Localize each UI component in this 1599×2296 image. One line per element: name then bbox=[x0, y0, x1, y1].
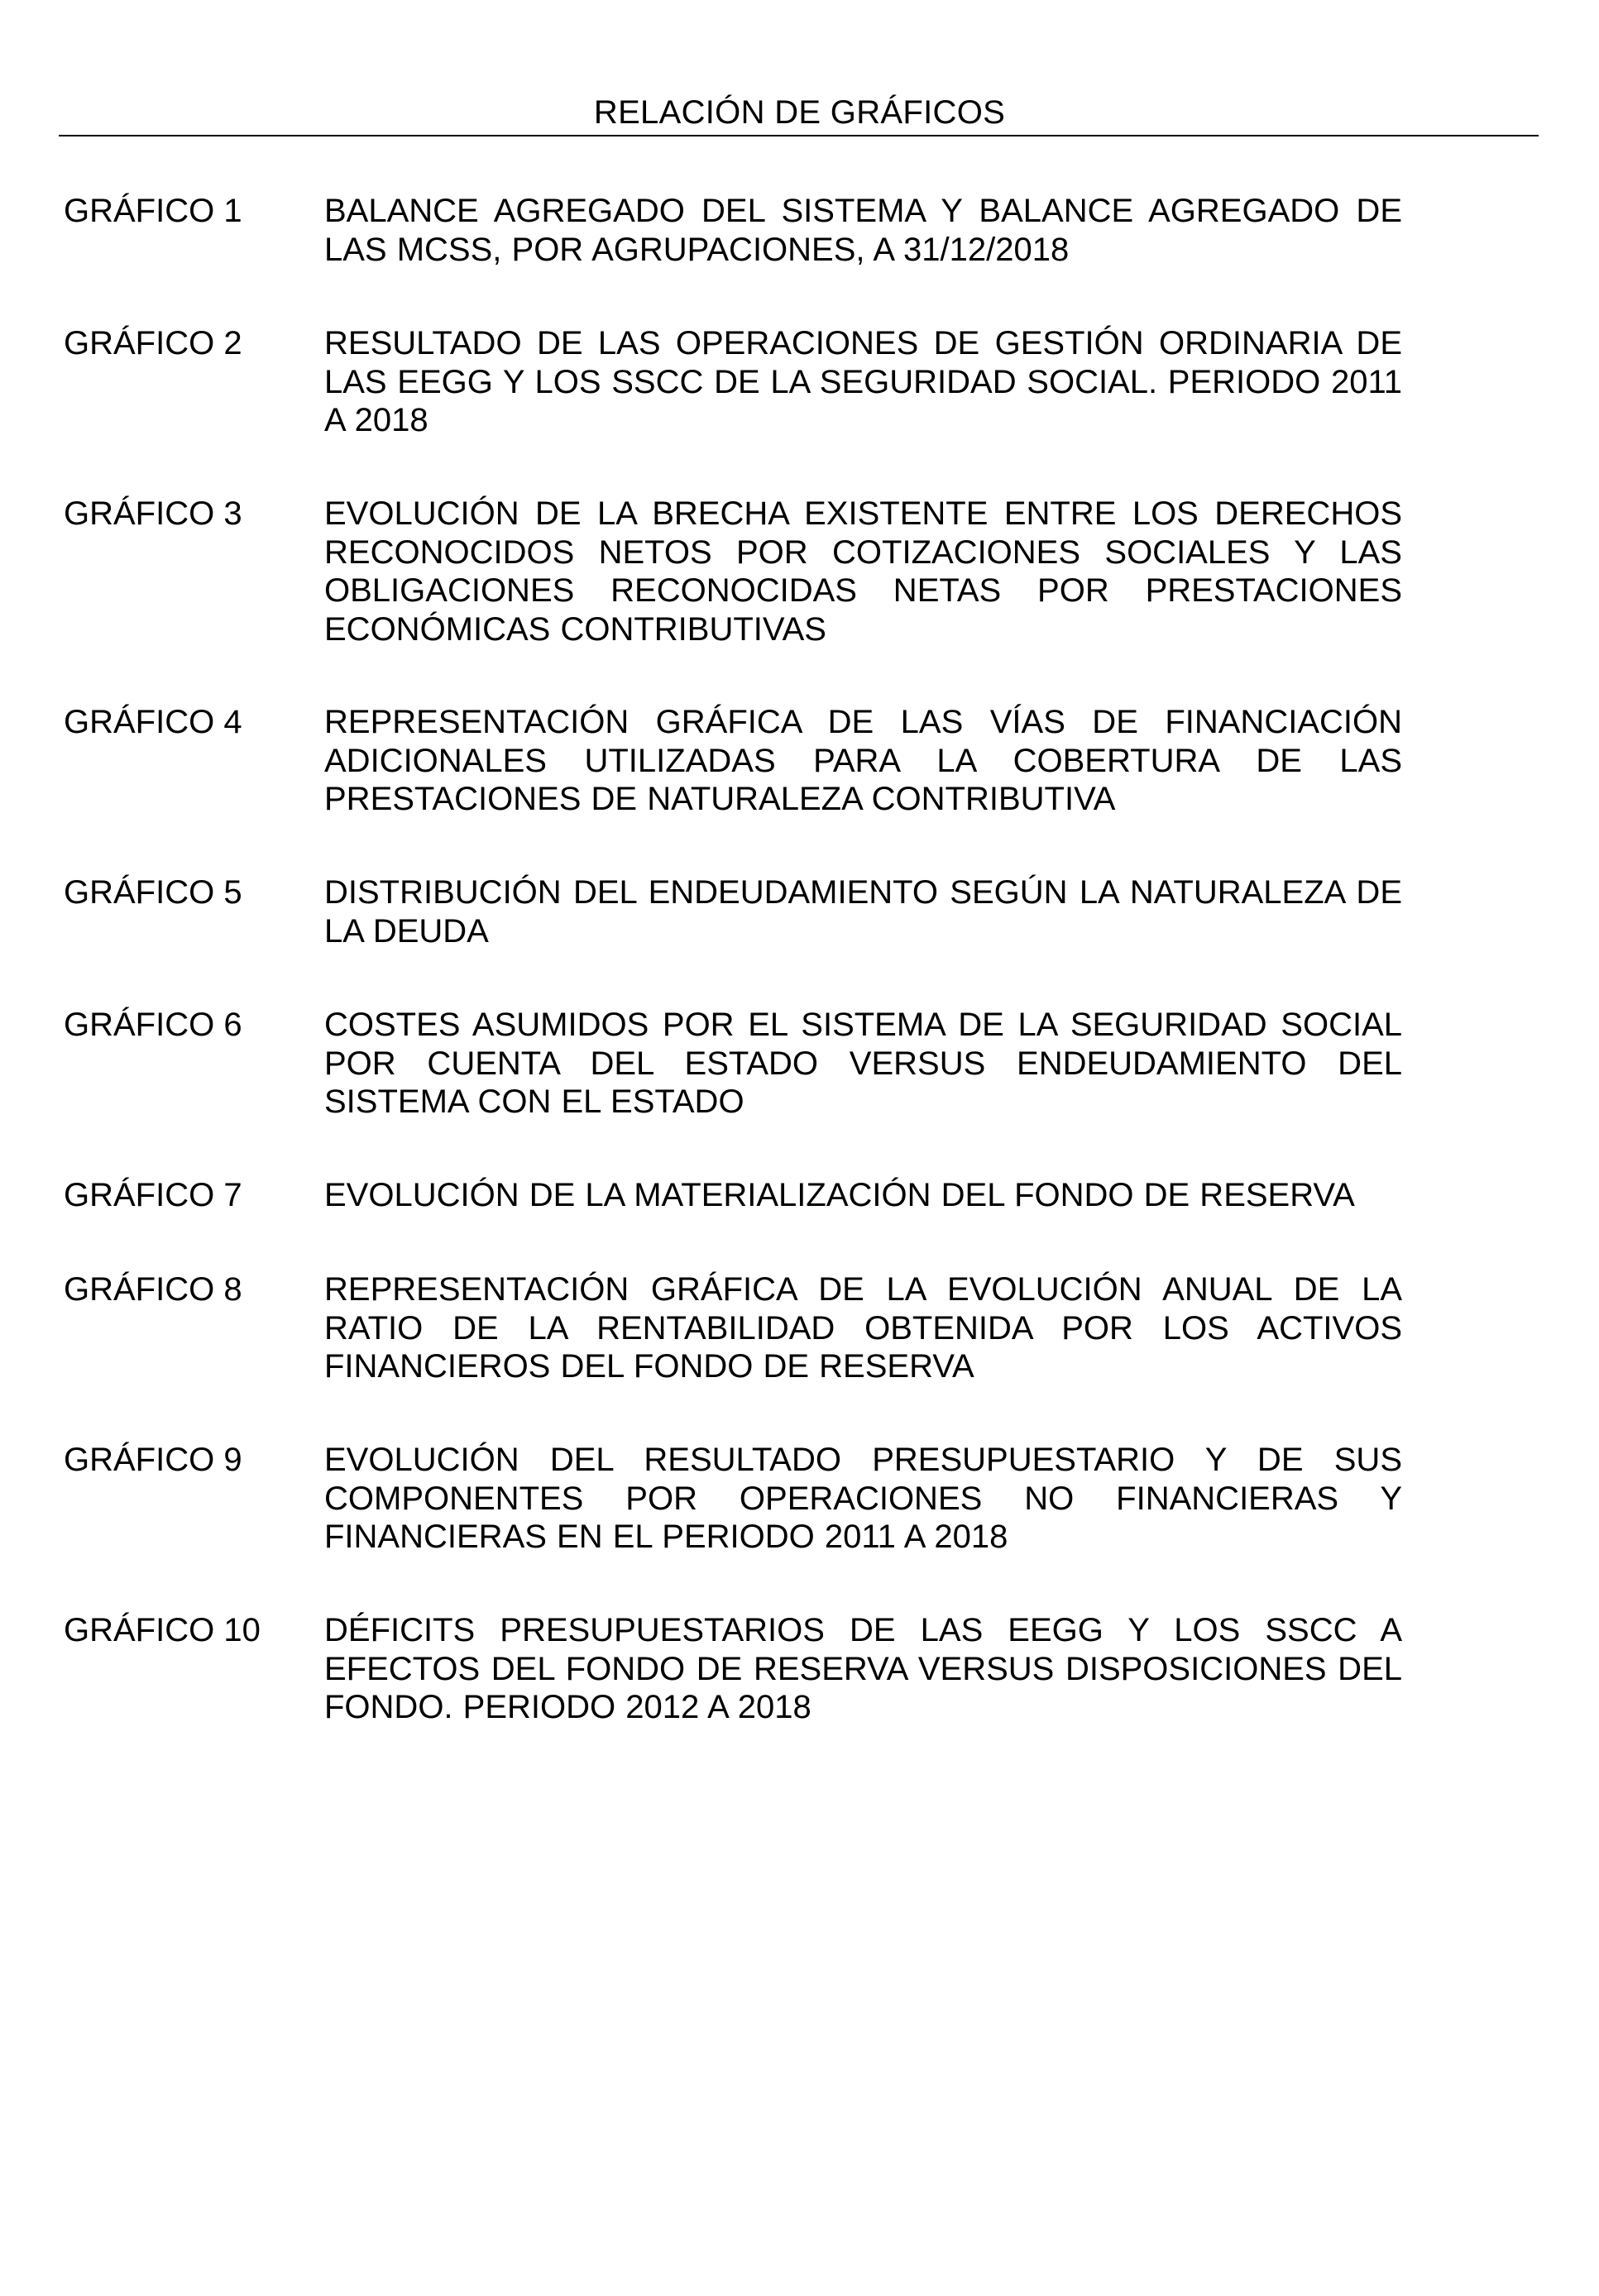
entry-label: GRÁFICO 8 bbox=[64, 1271, 242, 1308]
page-title: RELACIÓN DE GRÁFICOS bbox=[593, 94, 1006, 131]
entry-title: EVOLUCIÓN DE LA MATERIALIZACIÓN DEL FONDO DE RESERVA bbox=[324, 1177, 1355, 1213]
entry-label: GRÁFICO 5 bbox=[64, 874, 242, 911]
entry-title: DÉFICITS PRESUPUESTARIOS DE LAS EEGG Y LOS SSCC A EFECTOS DEL FONDO DE RESERVA VERSUS DISPOSICIONES DEL FONDO. PERIODO 2012 A 2018 bbox=[324, 1612, 1402, 1725]
entry-label: GRÁFICO 3 bbox=[64, 495, 242, 532]
entry-label: GRÁFICO 7 bbox=[64, 1177, 242, 1213]
entry-title: COSTES ASUMIDOS POR EL SISTEMA DE LA SEGURIDAD SOCIAL POR CUENTA DEL ESTADO VERSUS ENDEUDAMIENTO DEL SISTEMA CON EL ESTADO bbox=[324, 1007, 1402, 1120]
entry-title: BALANCE AGREGADO DEL SISTEMA Y BALANCE AGREGADO DE LAS MCSS, POR AGRUPACIONES, A 31/12/2018 bbox=[324, 193, 1402, 268]
entry-title: EVOLUCIÓN DE LA BRECHA EXISTENTE ENTRE LOS DERECHOS RECONOCIDOS NETOS POR COTIZACIONES SOCIALES Y LAS OBLIGACIONES RECONOCIDAS NETAS POR PRESTACIONES ECONÓMICAS CONTRIBUTIVAS bbox=[324, 495, 1402, 648]
entry-label: GRÁFICO 1 bbox=[64, 193, 242, 229]
entry-title: REPRESENTACIÓN GRÁFICA DE LA EVOLUCIÓN ANUAL DE LA RATIO DE LA RENTABILIDAD OBTENIDA POR LOS ACTIVOS FINANCIEROS DEL FONDO DE RESERVA bbox=[324, 1271, 1402, 1385]
header-divider bbox=[59, 135, 1539, 136]
entry-title: DISTRIBUCIÓN DEL ENDEUDAMIENTO SEGÚN LA NATURALEZA DE LA DEUDA bbox=[324, 874, 1402, 949]
entry-title: RESULTADO DE LAS OPERACIONES DE GESTIÓN ORDINARIA DE LAS EEGG Y LOS SSCC DE LA SEGURIDAD SOCIAL. PERIODO 2011 A 2018 bbox=[324, 325, 1402, 438]
entry-title: EVOLUCIÓN DEL RESULTADO PRESUPUESTARIO Y DE SUS COMPONENTES POR OPERACIONES NO FINANCIERAS Y FINANCIERAS EN EL PERIODO 2011 A 2018 bbox=[324, 1442, 1402, 1555]
entry-label: GRÁFICO 6 bbox=[64, 1007, 242, 1043]
entry-label: GRÁFICO 2 bbox=[64, 325, 242, 361]
entry-label: GRÁFICO 9 bbox=[64, 1442, 242, 1478]
entry-title: REPRESENTACIÓN GRÁFICA DE LAS VÍAS DE FINANCIACIÓN ADICIONALES UTILIZADAS PARA LA COBERTURA DE LAS PRESTACIONES DE NATURALEZA CONTRIBUTIVA bbox=[324, 704, 1402, 817]
entry-label: GRÁFICO 4 bbox=[64, 704, 242, 740]
entry-label: GRÁFICO 10 bbox=[64, 1612, 261, 1648]
